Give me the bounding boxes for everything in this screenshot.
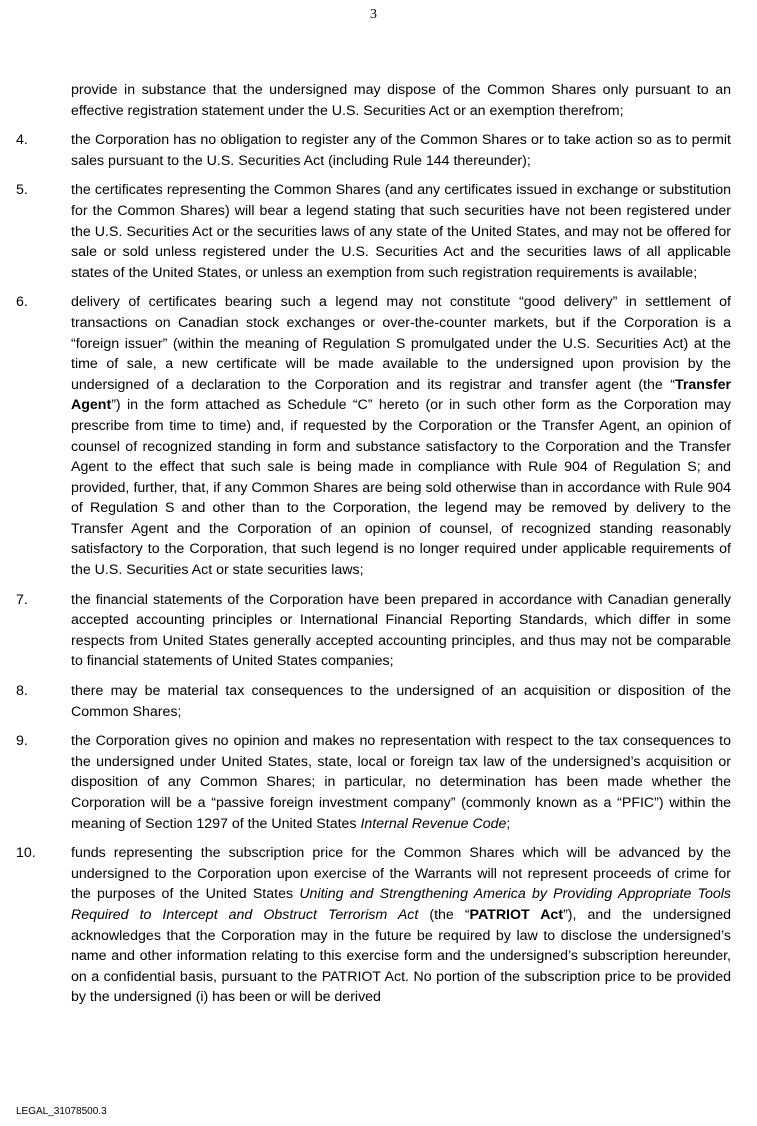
paragraph-number: 5. — [16, 182, 28, 199]
paragraph-text — [71, 130, 731, 171]
text-run: the Corporation gives no opinion and makes no representation with respect to the tax consequences to the undersigned under United States, state, local or foreign tax law of the undersigned’s acquisition or disposition of any Common Shares; in particular, no determination has been made whether the Corporation will be a “passive foreign investment company” (commonly known as a “PFIC”) within the meaning of Section 1297 of the United States — [71, 733, 731, 832]
paragraph-text — [71, 80, 731, 121]
paragraph-number: 8. — [16, 683, 28, 700]
list-paragraph — [16, 843, 731, 1008]
list-paragraph — [16, 590, 731, 672]
italic-title: Uniting and Strengthening America by Providing Appropriate Tools Required to Intercept and Obstruct Terrorism Act — [71, 886, 732, 923]
text-run: there may be material tax consequences to the undersigned of an acquisition or disposition of the Common Shares; — [71, 683, 731, 720]
text-run: (the “ — [418, 906, 470, 923]
paragraph-number: 10. — [16, 845, 36, 862]
list-paragraph — [16, 681, 731, 722]
list-paragraph — [16, 292, 731, 580]
text-run: funds representing the subscription price for the Common Shares which will be advanced by the undersigned to the Corporation upon exercise of the Warrants will not represent proceeds of crime for the purposes of the United States — [71, 845, 731, 903]
paragraph-number: 6. — [16, 294, 28, 311]
paragraph-number: 9. — [16, 733, 28, 750]
paragraph-text — [71, 180, 731, 283]
list-paragraph — [16, 180, 731, 283]
paragraph-text — [71, 590, 731, 672]
paragraph-number: 7. — [16, 591, 28, 608]
list-paragraph — [16, 130, 731, 171]
document-footer-reference: LEGAL_31078500.3 — [16, 1106, 107, 1117]
paragraph-text — [71, 731, 731, 834]
paragraph-text — [71, 681, 731, 722]
defined-term: PATRIOT Act — [469, 906, 564, 923]
document-body — [16, 80, 731, 1017]
list-paragraph — [16, 80, 731, 121]
defined-term: Transfer Agent — [71, 376, 731, 414]
text-run: ”), and the undersigned acknowledges that the Corporation may in the future be required by law to disclose the undersigned’s name and other information relating to this exercise form and the undersigned’s subscription hereunder, on a confidential basis, pursuant to the PATRIOT Act. No portion of the subscription price to be provided by the undersigned (i) has been or will be derived — [71, 906, 731, 1006]
text-run: ”) in the form attached as Schedule “C” hereto (or in such other form as the Corporation may prescribe from time to time) and, if requested by the Corporation or the Transfer Agent, an opinion of counsel of recognized standing in form and substance satisfactory to the Corporation and the Transfer Agent to the effect that such sale is being made in compliance with Rule 904 of Regulation S; and provided, further, that, if any Common Shares are being sold otherwise than in accordance with Rule 904 of Regulation S and other than to the Corporation, the legend may be removed by delivery to the Transfer Agent and the Corporation of an opinion of counsel, of recognized standing reasonably satisfactory to the Corporation, that such legend is no longer required under applicable requirements of the U.S. Securities Act or state securities laws; — [71, 397, 731, 579]
paragraph-text — [71, 292, 731, 580]
paragraph-number: 4. — [16, 132, 28, 149]
text-run: the Corporation has no obligation to register any of the Common Shares or to take action so as to permit sales pursuant to the U.S. Securities Act (including Rule 144 thereunder); — [71, 132, 731, 169]
paragraph-text — [71, 843, 731, 1008]
text-run: delivery of certificates bearing such a legend may not constitute “good delivery” in settlement of transactions on Canadian stock exchanges or over-the-counter markets, but if the Corporation is a “foreign issuer” (within the meaning of Regulation S promulgated under the U.S. Securities Act) at the time of sale, a new certificate will be made available to the undersigned upon provision by the undersigned of a declaration to the Corporation and its registrar and transfer agent (the “ — [71, 294, 731, 393]
text-run: provide in substance that the undersigned may dispose of the Common Shares only pursuant to an effective registration statement under the U.S. Securities Act or an exemption therefrom; — [71, 82, 731, 119]
page-number: 3 — [370, 7, 377, 22]
text-run: ; — [506, 815, 511, 832]
italic-title: Internal Revenue Code — [360, 815, 507, 832]
text-run: the financial statements of the Corporation have been prepared in accordance with Canadian generally accepted accounting principles or International Financial Reporting Standards, which differ in some respects from United States generally accepted accounting principles, and thus may not be comparable to financial statements of United States companies; — [71, 591, 731, 670]
list-paragraph — [16, 731, 731, 834]
text-run: the certificates representing the Common Shares (and any certificates issued in exchange or substitution for the Common Shares) will bear a legend stating that such securities have not been registered under the U.S. Securities Act or the securities laws of any state of the United States, and may not be offered for sale or sold unless registered under the U.S. Securities Act and the securities laws of all applicable states of the United States, or unless an exemption from such registration requirements is available; — [71, 182, 731, 281]
